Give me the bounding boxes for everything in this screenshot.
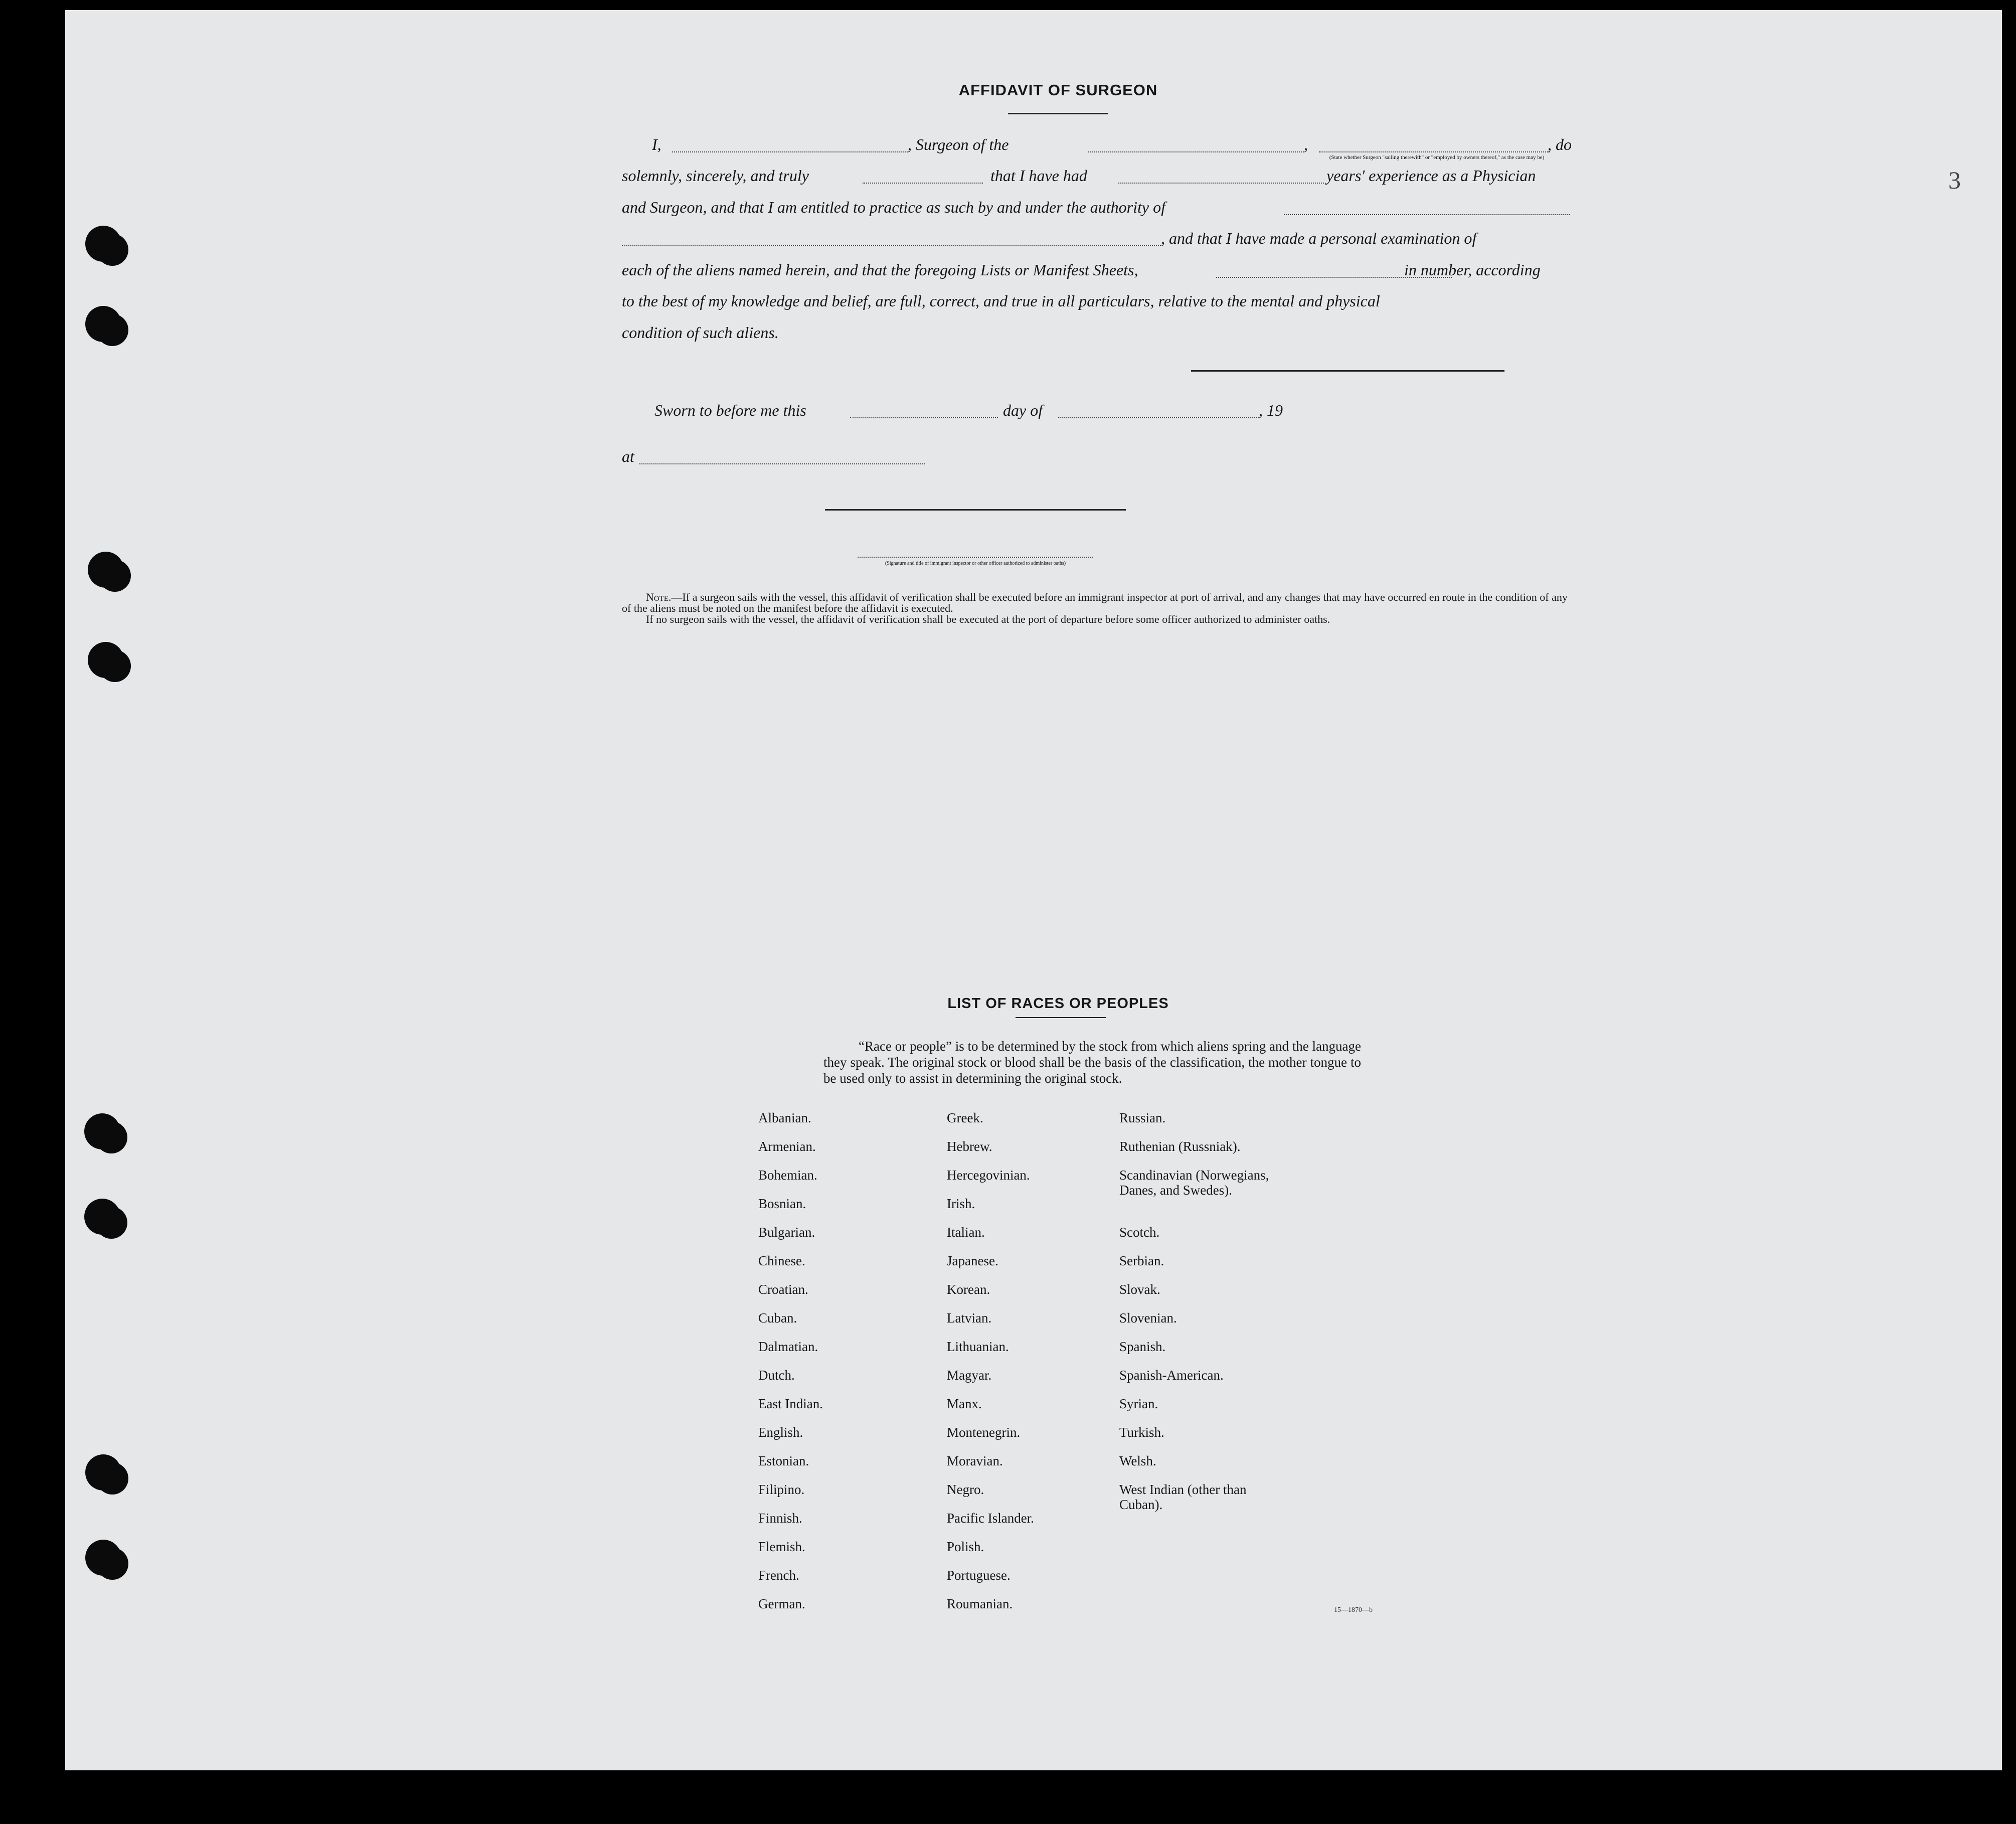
officer-title-line[interactable] bbox=[858, 557, 1093, 558]
race-item: Syrian. bbox=[1119, 1396, 1158, 1411]
race-item: Serbian. bbox=[1119, 1253, 1164, 1268]
race-item: Finnish. bbox=[758, 1511, 802, 1526]
race-item: West Indian (other than Cuban). bbox=[1119, 1482, 1247, 1512]
races-intro: “Race or people” is to be determined by the stock from which aliens spring and the language they speak. The original stock or blood shall be the basis of the classification, the mother tongue to be used only to assist in determining the original stock. bbox=[823, 1039, 1361, 1086]
punch-hole bbox=[84, 1113, 120, 1149]
race-item: Bohemian. bbox=[758, 1168, 817, 1183]
race-item: Albanian. bbox=[758, 1110, 811, 1125]
race-item: Polish. bbox=[947, 1539, 984, 1554]
race-item: Scandinavian (Norwegians, Danes, and Swedes). bbox=[1119, 1168, 1269, 1198]
race-item: Slovak. bbox=[1119, 1282, 1160, 1297]
race-item: Chinese. bbox=[758, 1253, 805, 1268]
race-item: Bulgarian. bbox=[758, 1225, 815, 1240]
affidavit-title: AFFIDAVIT OF SURGEON bbox=[958, 81, 1158, 99]
race-item: Croatian. bbox=[758, 1282, 808, 1297]
surgeon-status-note: (State whether Surgeon "sailing therewith" or "employed by owners thereof," as the case may be) bbox=[1329, 154, 1545, 160]
race-item: Roumanian. bbox=[947, 1596, 1013, 1611]
race-item: Hebrew. bbox=[947, 1139, 992, 1154]
punch-hole bbox=[88, 642, 124, 678]
officer-signature-line[interactable] bbox=[825, 509, 1126, 511]
form-identifier: 15—1870—b bbox=[1334, 1606, 1373, 1614]
race-item: Turkish. bbox=[1119, 1425, 1164, 1440]
affidavit-line-1: I, , Surgeon of the , , do bbox=[652, 135, 1572, 153]
punch-hole bbox=[85, 1454, 121, 1490]
blank-place[interactable] bbox=[639, 463, 925, 464]
race-item: English. bbox=[758, 1425, 803, 1440]
punch-hole bbox=[88, 552, 124, 588]
affidavit-line-6: to the best of my knowledge and belief, are full, correct, and true in all particulars, relative to the mental and physical bbox=[622, 292, 1380, 310]
title-underline bbox=[1008, 113, 1108, 114]
note-label: Note. bbox=[646, 591, 671, 603]
races-column-3 bbox=[1119, 1110, 1335, 1512]
race-item: Portuguese. bbox=[947, 1568, 1011, 1583]
race-item: Dalmatian. bbox=[758, 1339, 818, 1354]
race-item: Spanish. bbox=[1119, 1339, 1166, 1354]
blank-name[interactable] bbox=[672, 151, 908, 152]
race-item: Irish. bbox=[947, 1196, 975, 1211]
race-item: Flemish. bbox=[758, 1539, 805, 1554]
race-item: Cuban. bbox=[758, 1310, 797, 1325]
affidavit-line-5: each of the aliens named herein, and that the foregoing Lists or Manifest Sheets, in number, according bbox=[622, 261, 1541, 279]
blank-authority[interactable] bbox=[1284, 214, 1570, 215]
surgeon-signature-line[interactable] bbox=[1191, 370, 1504, 372]
race-item: Pacific Islander. bbox=[947, 1511, 1034, 1526]
race-item: Spanish-American. bbox=[1119, 1368, 1224, 1383]
races-title-underline bbox=[1016, 1017, 1106, 1018]
blank-authority-cont[interactable] bbox=[622, 245, 1161, 246]
blank-swear-affirm[interactable] bbox=[863, 183, 983, 184]
race-item: Lithuanian. bbox=[947, 1339, 1009, 1354]
race-item: Greek. bbox=[947, 1110, 983, 1125]
sworn-line: Sworn to before me this day of , 19 bbox=[654, 401, 1283, 419]
document-page bbox=[65, 10, 2002, 1770]
note-text-1: —If a surgeon sails with the vessel, this affidavit of verification shall be executed before an immigrant inspector at port of arrival, and any changes that may have occurred en route in the condition of any of the aliens must be noted on the manifest before the affidavit is executed. bbox=[622, 591, 1568, 614]
race-item: Magyar. bbox=[947, 1368, 992, 1383]
race-item: Latvian. bbox=[947, 1310, 992, 1325]
race-item: Estonian. bbox=[758, 1453, 809, 1468]
page-number: 3 bbox=[1948, 166, 1961, 194]
blank-sworn-month[interactable] bbox=[1058, 417, 1259, 418]
affidavit-line-2: solemnly, sincerely, and truly that I have had years' experience as a Physician bbox=[622, 167, 1536, 185]
affidavit-line-3: and Surgeon, and that I am entitled to practice as such by and under the authority of bbox=[622, 198, 1570, 228]
blank-years[interactable] bbox=[1118, 183, 1324, 184]
race-item: Japanese. bbox=[947, 1253, 998, 1268]
race-item: Italian. bbox=[947, 1225, 985, 1240]
blank-sworn-day[interactable] bbox=[850, 417, 998, 418]
note-text-2: If no surgeon sails with the vessel, the affidavit of verification shall be executed at the port of departure before some officer authorized to administer oaths. bbox=[646, 613, 1330, 625]
race-item: Bosnian. bbox=[758, 1196, 806, 1211]
signature-caption: (Signature and title of immigrant inspector or other officer authorized to administer oaths) bbox=[885, 561, 1066, 566]
blank-surgeon-status[interactable] bbox=[1319, 151, 1550, 152]
blank-vessel[interactable] bbox=[1088, 151, 1304, 152]
affidavit-note bbox=[622, 592, 1570, 625]
at-line: at bbox=[622, 447, 1570, 477]
race-item: Slovenian. bbox=[1119, 1310, 1177, 1325]
race-item: Montenegrin. bbox=[947, 1425, 1021, 1440]
race-item: Hercegovinian. bbox=[947, 1168, 1030, 1183]
race-item: Welsh. bbox=[1119, 1453, 1156, 1468]
race-item: Filipino. bbox=[758, 1482, 805, 1497]
race-item: Dutch. bbox=[758, 1368, 795, 1383]
races-column-2 bbox=[947, 1110, 1132, 1625]
race-item: French. bbox=[758, 1568, 799, 1583]
race-item: Moravian. bbox=[947, 1453, 1003, 1468]
punch-hole bbox=[84, 1199, 120, 1235]
race-item: Negro. bbox=[947, 1482, 984, 1497]
punch-hole bbox=[85, 306, 121, 342]
race-item: Scotch. bbox=[1119, 1225, 1160, 1240]
race-item: German. bbox=[758, 1596, 805, 1611]
race-item: Ruthenian (Russniak). bbox=[1119, 1139, 1241, 1154]
race-item: Armenian. bbox=[758, 1139, 816, 1154]
races-title: LIST OF RACES OR PEOPLES bbox=[947, 996, 1169, 1012]
affidavit-line-4: , and that I have made a personal examination of bbox=[622, 229, 1570, 259]
race-item: Manx. bbox=[947, 1396, 982, 1411]
race-item: Russian. bbox=[1119, 1110, 1166, 1125]
race-item: East Indian. bbox=[758, 1396, 823, 1411]
race-item: Korean. bbox=[947, 1282, 990, 1297]
races-column-1 bbox=[758, 1110, 944, 1625]
punch-hole bbox=[85, 1540, 121, 1576]
punch-hole bbox=[85, 226, 121, 262]
affidavit-line-7: condition of such aliens. bbox=[622, 323, 779, 342]
